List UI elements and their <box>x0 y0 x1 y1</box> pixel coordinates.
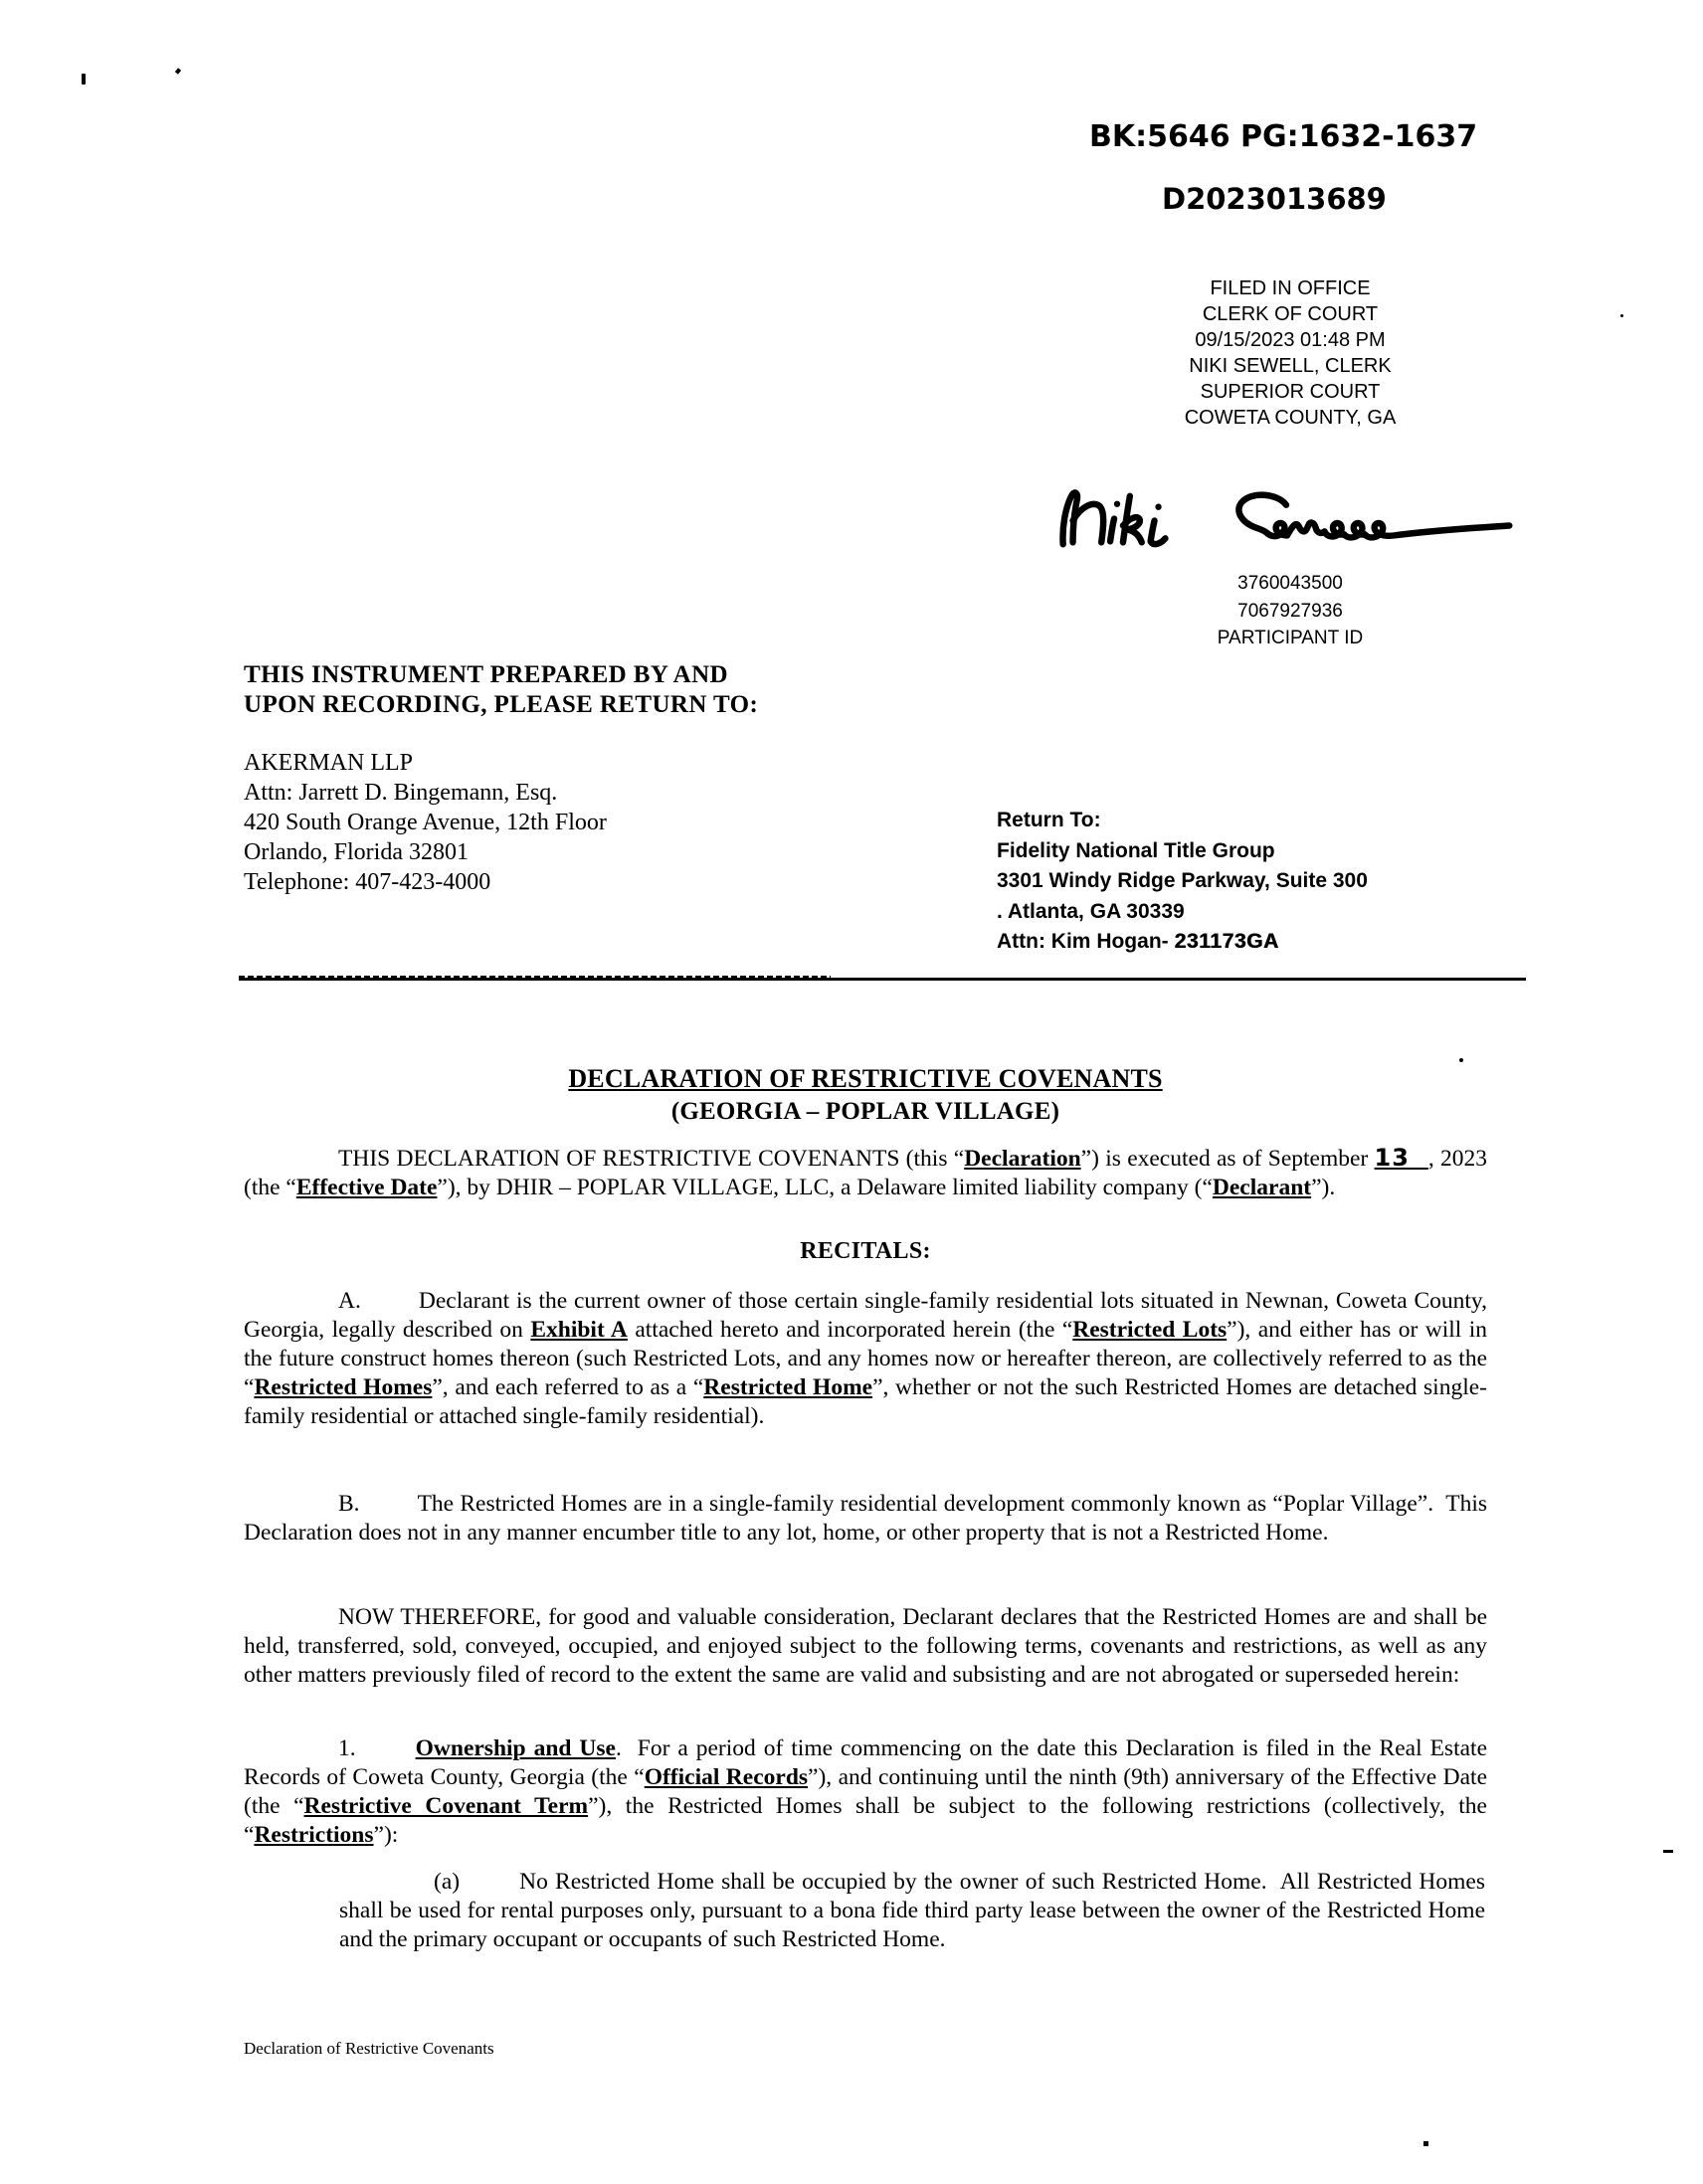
return-to-label: Return To: <box>997 809 1101 831</box>
filed-stamp-line: FILED IN OFFICE <box>1210 277 1371 299</box>
return-to-file-code: 231173GA <box>1174 930 1279 953</box>
document-title <box>244 1064 1487 1094</box>
filed-stamp-line: NIKI SEWELL, CLERK <box>1189 355 1392 377</box>
prepared-by-heading-line: UPON RECORDING, PLEASE RETURN TO: <box>244 691 759 718</box>
book-page-number: BK:5646 PG:1632-1637 <box>1089 119 1478 154</box>
filed-stamp-line: 09/15/2023 01:48 PM <box>1195 329 1386 351</box>
return-to-line: Fidelity National Title Group <box>997 838 1275 862</box>
document-title-text: DECLARATION OF RESTRICTIVE COVENANTS <box>568 1064 1163 1093</box>
paragraph-recital-a: A. Declarant is the current owner of those certain single-family residential lots situated in Newnan, Coweta County, Georgia, legally described on Exhibit A attached hereto and incorporated herein (the “Restricted Lots”), and either has or will in the future construct homes thereon (such Restricted Lots, and any homes now or hereafter thereon, are collectively referred to as the “Restricted Homes”, and each referred to as a “Restricted Home”, whether or not the such Restricted Homes are detached single-family residential or attached single-family residential). <box>244 1288 1488 1429</box>
scan-artifact <box>175 68 181 74</box>
return-to-line: . Atlanta, GA 30339 <box>997 899 1185 923</box>
prepared-by-line: AKERMAN LLP <box>244 750 414 776</box>
return-to-block <box>997 806 1368 958</box>
filed-stamp <box>1126 275 1454 431</box>
prepared-by-heading-line: THIS INSTRUMENT PREPARED BY AND <box>244 661 729 688</box>
prepared-by-line: Orlando, Florida 32801 <box>244 839 469 865</box>
scan-artifact <box>82 74 86 85</box>
scan-artifact <box>1423 2141 1428 2146</box>
filed-stamp-line: SUPERIOR COURT <box>1200 381 1381 403</box>
return-to-attn-line <box>997 927 1368 958</box>
section-divider-line <box>239 978 1526 981</box>
prepared-by-line: Attn: Jarrett D. Bingemann, Esq. <box>244 780 558 806</box>
participant-id-line: PARTICIPANT ID <box>1217 628 1364 648</box>
participant-id-block <box>1130 570 1450 652</box>
scan-artifact <box>1459 1058 1463 1062</box>
scan-artifact <box>1620 314 1623 317</box>
footer-document-name: Declaration of Restrictive Covenants <box>244 2039 494 2058</box>
filed-stamp-line: COWETA COUNTY, GA <box>1184 407 1397 429</box>
paragraph-recital-b: B. The Restricted Homes are in a single-family residential development commonly known as “Poplar Village”. This Declaration does not in any manner encumber title to any lot, home, or other property that is not a Restricted Home. <box>244 1491 1487 1546</box>
document-number: D2023013689 <box>1162 182 1387 216</box>
prepared-by-line: Telephone: 407-423-4000 <box>244 869 491 895</box>
paragraph-section-1a: (a) No Restricted Home shall be occupied by the owner of such Restricted Home. All Restricted Homes shall be used for rental purposes only, pursuant to a bona fide third party lease between the owner of the Restricted Home and the primary occupant or occupants of such Restricted Home. <box>339 1869 1485 1952</box>
participant-id-line: 7067927936 <box>1237 600 1343 622</box>
prepared-by-address <box>244 748 607 897</box>
document-subtitle: (GEORGIA – POPLAR VILLAGE) <box>670 1098 1060 1125</box>
return-to-line: 3301 Windy Ridge Parkway, Suite 300 <box>997 869 1368 892</box>
clerk-signature <box>1042 483 1530 567</box>
scan-artifact <box>1663 1850 1673 1853</box>
paragraph-opening: THIS DECLARATION OF RESTRICTIVE COVENANTS (this “Declaration”) is executed as of September 13 , 2023 (the “Effective Date”), by DHIR – POPLAR VILLAGE, LLC, a Delaware limited liability company (“Declarant”). <box>244 1144 1488 1200</box>
recitals-heading: RECITALS: <box>800 1238 931 1264</box>
paragraph-section-1: 1. Ownership and Use. For a period of time commencing on the date this Declaration is filed in the Real Estate Records of Coweta County, Georgia (the “Official Records”), and continuing until the ninth (9th) anniversary of the Effective Date (the “Restrictive Covenant Term”), the Restricted Homes shall be subject to the following restrictions (collectively, the “Restrictions”): <box>244 1735 1487 1848</box>
prepared-by-line: 420 South Orange Avenue, 12th Floor <box>244 810 607 835</box>
clerk-signature-drawing <box>1042 483 1530 567</box>
filed-stamp-line: CLERK OF COURT <box>1202 303 1379 325</box>
prepared-by-heading <box>244 660 758 720</box>
participant-id-line: 3760043500 <box>1237 573 1343 594</box>
return-to-attn: Attn: Kim Hogan- <box>997 930 1175 953</box>
paragraph-now-therefore: NOW THEREFORE, for good and valuable consideration, Declarant declares that the Restricted Homes are and shall be held, transferred, sold, conveyed, occupied, and enjoyed subject to the following terms, covenants and restrictions, as well as any other matters previously filed of record to the extent the same are valid and subsisting and are not abrogated or superseded herein: <box>244 1604 1487 1688</box>
